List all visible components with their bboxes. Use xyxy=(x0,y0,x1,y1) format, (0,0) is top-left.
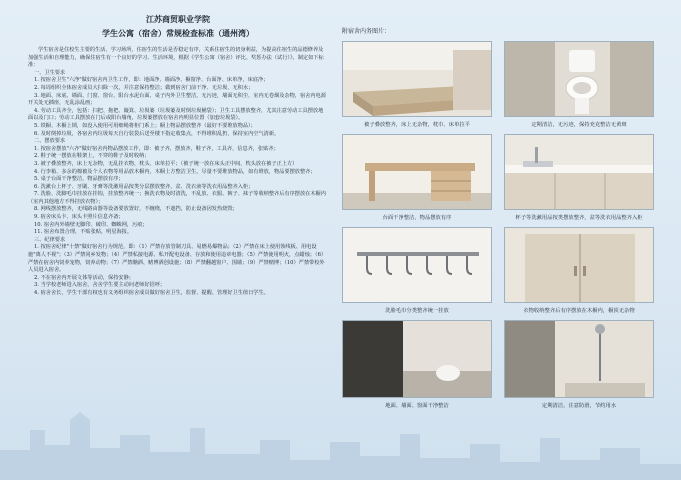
photo-card-desk xyxy=(342,134,492,223)
photo-caption: 被子叠放整齐，床上无杂物，枕巾、床单拉平 xyxy=(364,122,470,128)
school-name: 江苏商贸职业学院 xyxy=(146,14,210,24)
photo-caption: 衣物收纳整齐后有序摆放在木橱内，橱顶无杂物 xyxy=(523,308,635,314)
photo-card-bathroom xyxy=(342,320,492,411)
photo-caption: 地面、墙面、窗面干净整洁 xyxy=(385,403,449,409)
list-item: 3. 被子叠放整齐，床上无杂物，无乱挂衣物，枕头、床单拉平；（被子统一放在床头正中间，枕头放在被子正上方） xyxy=(34,160,298,167)
section-heading: 一、卫生要求 xyxy=(34,69,66,76)
list-item: 8. 网线摆放整齐，无线路由器等设备要放置好，不缠绕，不遮挡，防止设备因发热烧毁； xyxy=(34,206,238,213)
section-arrangement xyxy=(28,138,328,237)
list-item: 5. 铁橱、木橱上锁，如没入使用可用细绳将柜门系上；橱上物品摆放整齐（最好不要堆放物品）； xyxy=(34,122,256,129)
list-item: 6. 洗漱台上杯子、牙刷、牙膏等洗漱用品按类分层摆放整齐，盆、洗衣液等洗衣用品整齐入柜； xyxy=(34,183,254,190)
photo-card-sink xyxy=(504,134,654,223)
section-heading: 二、摆放要求 xyxy=(34,138,66,145)
list-item: 2. 每周组织全体宿舍成员大扫除一次，并注意保持整洁；做到宿舍门前干净、无垃圾、无积水； xyxy=(34,84,254,91)
intro-paragraph: 学生宿舍是住校生主要的生活、学习场所，住宿生的生活是否稳定有序，关系住宿生的切身利益，为提高住宿生的品德修养及加强生活和自理能力，确保住宿生有一个良好的学习、生活环境，根据《学生公寓（宿舍）评比、奖惩办法（试行）》，制定如下标准： xyxy=(28,47,324,69)
bathroom-floor-photo xyxy=(342,320,492,398)
shower-photo xyxy=(504,320,654,398)
section-hygiene xyxy=(28,70,328,138)
photo-card-hooks xyxy=(342,227,492,316)
list-item: 4. 宿舍舍长，学生干部有权也有义务组织宿舍成员做好宿舍卫生，监督、提醒、管理好卫生值日学生。 xyxy=(34,290,269,296)
page-title: 学生公寓（宿舍）常规检查标准（通州湾） xyxy=(102,28,254,38)
photo-caption: 洗脸毛巾分类整齐统一挂放 xyxy=(385,308,449,314)
list-item: 6. 及时倒掉垃圾，各宿舍内垃圾每天自行装袋后送至楼下指定收集点，不得堆积乱扔，保持室内空气清新。 xyxy=(34,130,280,137)
list-item: 1. 按宿舍摆放"六齐"做好宿舍内物品摆放工作，即：被子齐，摆放齐，鞋子齐，工具齐，信息齐，张贴齐； xyxy=(34,145,279,152)
list-item: 4. 劳动工具齐全，包括：扫把、拖把、簸箕、垃圾篓（垃圾篓及时倒垃圾桶袋）；卫生工具摆放整齐，尤其注意劳动工具摆放地面以及门口；劳动工具摆放在门后或阳台墙角，垃圾篓摆放在宿舍内明显位置（加套垃圾袋）。 xyxy=(28,107,324,122)
wardrobe-photo xyxy=(504,227,654,303)
photos-title: 附宿舍内务图片： xyxy=(342,28,391,35)
photo-column xyxy=(342,26,667,411)
towel-hooks-photo xyxy=(342,227,492,303)
photo-caption: 定期清洁，注意防滑，节约用水 xyxy=(541,403,617,409)
list-item: 7. 洗脸、洗脚毛巾挂放在挂钩，挂放整齐统一；换洗衣物及时清洗，不乱放、衣服、裤子、袜子等收纳整齐后有序摆放在木橱内（室内其他地方不得挂放衣物）； xyxy=(28,191,326,205)
photo-caption: 定期清洁，无污迹，保持充克整洁无黄斑 xyxy=(531,122,627,128)
list-item: 11. 宿舍布置合理，不贴张贴，明星海报。 xyxy=(34,229,133,236)
list-item: 2. 鞋子统一摆放在鞋架上，不穿的鞋子及时收纳； xyxy=(34,153,150,160)
standards-text-column xyxy=(28,14,328,298)
photo-card-toilet xyxy=(504,41,654,130)
section-discipline xyxy=(28,237,328,298)
list-item: 2. 不在宿舍内开展文体等活动，保持安静； xyxy=(34,274,134,281)
list-item: 1. 按宿舍卫生"六净"做好宿舍内卫生工作，即：地面净、墙面净、橱窗净、台面净、床单净，床底净； xyxy=(34,77,269,84)
list-item: 4. 行李箱、多余的棉被及个人衣物等用品放木橱内，木橱上方整洁卫生，尽量不要堆放物品，如有堆放，物品要摆放整齐； xyxy=(34,168,316,175)
list-item: 3. 地面、床底、墙面、门窗、窗台、阳台水泥台面、桌子内外卫生整洁，无污迹，墙面无积尘，室内无卷烟及杂物，宿舍内电源开关处无插座，无乱涂乱画； xyxy=(28,92,326,107)
list-item: 1. 按宿舍纪律"十禁"做好宿舍行为规范，即：（1）严禁存放管制刀具、易燃易爆物品；（2）严禁在床上使用蚀线板、用电设施"离人不视"；（3）严禁同乡发物；（4）严禁私接电源、私开配电设备、存放和使用违章电器；（5）严禁使用明火，点蜡烛；（6）严禁在宿舍内饲养宠物，饲养动物；（7）严禁酗酒、赌博酒创设施；（8）严禁翻越窗户、围墙；（9）严禁赌博；（10）严禁带校外人员进入宿舍。 xyxy=(28,244,327,274)
photo-grid xyxy=(342,41,667,411)
photo-card-bed xyxy=(342,41,492,130)
list-item: 3. 当学校老师进入宿舍，舍舍学生要主动问老师好招呼； xyxy=(34,282,166,289)
photo-caption: 杯子等洗漱用品按类摆放整齐，盆等洗衣用品整齐入柜 xyxy=(515,215,643,221)
bed-photo xyxy=(342,41,492,117)
desk-photo xyxy=(342,134,492,210)
section-heading: 三、纪律要求 xyxy=(34,236,66,243)
photo-card-shower xyxy=(504,320,654,411)
list-item: 5. 桌子台面干净整洁，物品摆放有序； xyxy=(34,176,124,183)
toilet-photo xyxy=(504,41,654,117)
photo-card-wardrobe xyxy=(504,227,654,316)
photo-caption: 台面干净整洁，物品摆放有序 xyxy=(382,215,452,221)
sink-photo xyxy=(504,134,654,210)
list-item: 9. 宿舍床头卡、床头卡照片信息齐备； xyxy=(34,214,124,221)
list-item: 10. 宿舍内外墙壁无脚印、破印、蜘蛛网，污痕； xyxy=(34,221,148,228)
